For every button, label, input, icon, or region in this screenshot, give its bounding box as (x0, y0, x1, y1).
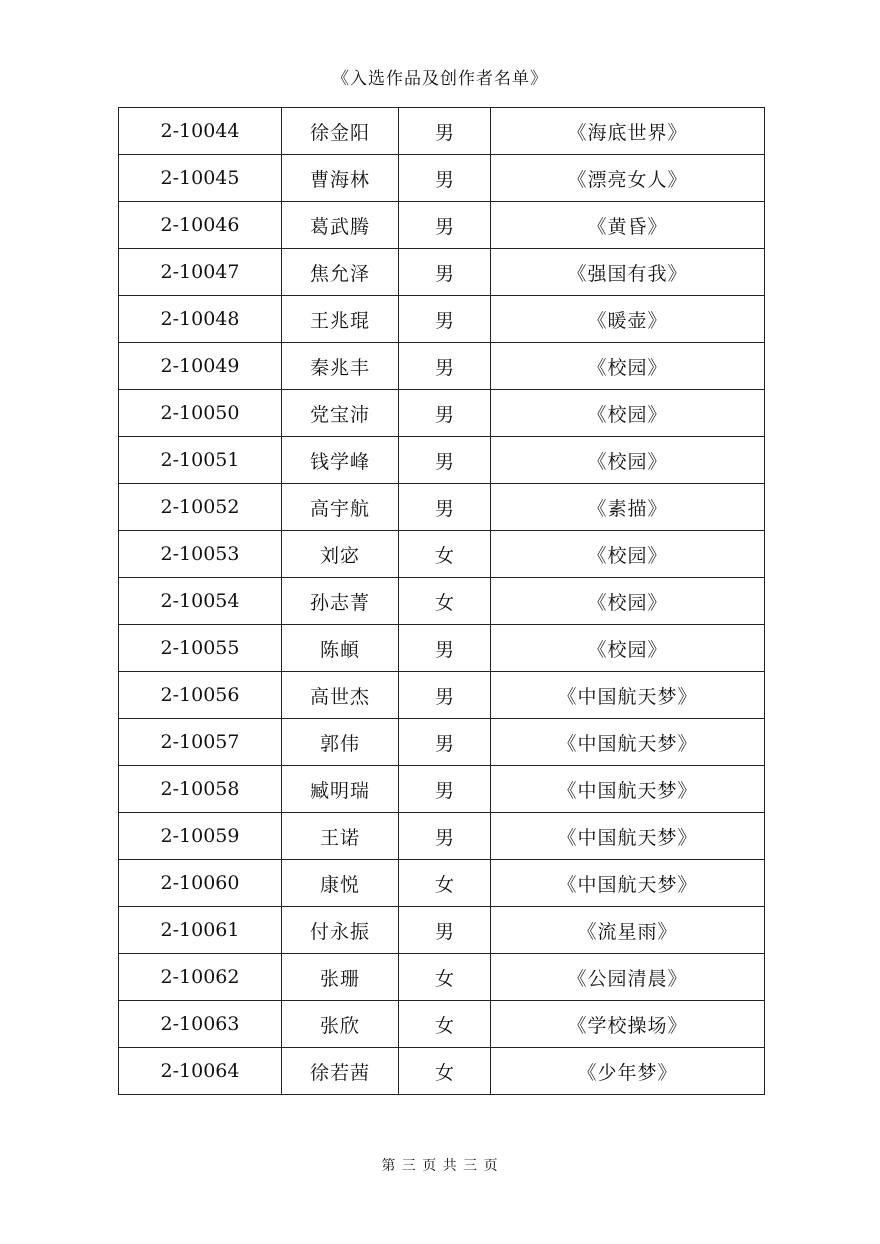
entry-id-cell: 2-10054 (119, 578, 282, 625)
creator-name-cell: 孙志菁 (282, 578, 399, 625)
gender-cell: 男 (399, 249, 491, 296)
creator-name-cell: 刘宓 (282, 531, 399, 578)
gender-cell: 女 (399, 531, 491, 578)
work-title-cell: 《中国航天梦》 (491, 766, 765, 813)
work-title-cell: 《校园》 (491, 343, 765, 390)
creator-name-cell: 曹海林 (282, 155, 399, 202)
gender-cell: 女 (399, 954, 491, 1001)
table-row (119, 578, 765, 625)
gender-cell: 女 (399, 1048, 491, 1095)
creator-name-cell: 高世杰 (282, 672, 399, 719)
work-title-cell: 《校园》 (491, 531, 765, 578)
gender-cell: 女 (399, 578, 491, 625)
table-row (119, 1048, 765, 1095)
table-row (119, 766, 765, 813)
roster-table-body (119, 108, 765, 1095)
table-row (119, 860, 765, 907)
entry-id-cell: 2-10062 (119, 954, 282, 1001)
gender-cell: 男 (399, 766, 491, 813)
gender-cell: 女 (399, 1001, 491, 1048)
work-title-cell: 《漂亮女人》 (491, 155, 765, 202)
page-title: 《入选作品及创作者名单》 (332, 69, 548, 89)
creator-name-cell: 臧明瑞 (282, 766, 399, 813)
creator-name-cell: 郭伟 (282, 719, 399, 766)
entry-id-cell: 2-10052 (119, 484, 282, 531)
work-title-cell: 《校园》 (491, 578, 765, 625)
creator-name-cell: 陈頔 (282, 625, 399, 672)
gender-cell: 男 (399, 719, 491, 766)
work-title-cell: 《素描》 (491, 484, 765, 531)
table-row (119, 296, 765, 343)
roster-table (118, 107, 765, 1095)
creator-name-cell: 张珊 (282, 954, 399, 1001)
table-row (119, 954, 765, 1001)
table-row (119, 719, 765, 766)
creator-name-cell: 康悦 (282, 860, 399, 907)
work-title-cell: 《少年梦》 (491, 1048, 765, 1095)
work-title-cell: 《强国有我》 (491, 249, 765, 296)
work-title-cell: 《黄昏》 (491, 202, 765, 249)
creator-name-cell: 秦兆丰 (282, 343, 399, 390)
gender-cell: 男 (399, 296, 491, 343)
table-row (119, 625, 765, 672)
work-title-cell: 《校园》 (491, 437, 765, 484)
entry-id-cell: 2-10053 (119, 531, 282, 578)
table-row (119, 343, 765, 390)
creator-name-cell: 王兆琨 (282, 296, 399, 343)
table-row (119, 484, 765, 531)
creator-name-cell: 徐若茜 (282, 1048, 399, 1095)
entry-id-cell: 2-10064 (119, 1048, 282, 1095)
gender-cell: 男 (399, 672, 491, 719)
entry-id-cell: 2-10056 (119, 672, 282, 719)
entry-id-cell: 2-10047 (119, 249, 282, 296)
entry-id-cell: 2-10060 (119, 860, 282, 907)
entry-id-cell: 2-10059 (119, 813, 282, 860)
gender-cell: 男 (399, 437, 491, 484)
entry-id-cell: 2-10057 (119, 719, 282, 766)
creator-name-cell: 焦允泽 (282, 249, 399, 296)
work-title-cell: 《流星雨》 (491, 907, 765, 954)
work-title-cell: 《海底世界》 (491, 108, 765, 155)
entry-id-cell: 2-10049 (119, 343, 282, 390)
table-row (119, 249, 765, 296)
work-title-cell: 《校园》 (491, 625, 765, 672)
table-row (119, 202, 765, 249)
entry-id-cell: 2-10048 (119, 296, 282, 343)
work-title-cell: 《暖壶》 (491, 296, 765, 343)
gender-cell: 男 (399, 625, 491, 672)
entry-id-cell: 2-10044 (119, 108, 282, 155)
table-row (119, 672, 765, 719)
gender-cell: 男 (399, 390, 491, 437)
creator-name-cell: 党宝沛 (282, 390, 399, 437)
work-title-cell: 《中国航天梦》 (491, 719, 765, 766)
entry-id-cell: 2-10058 (119, 766, 282, 813)
creator-name-cell: 王诺 (282, 813, 399, 860)
table-row (119, 531, 765, 578)
table-row (119, 907, 765, 954)
work-title-cell: 《学校操场》 (491, 1001, 765, 1048)
work-title-cell: 《中国航天梦》 (491, 672, 765, 719)
gender-cell: 男 (399, 813, 491, 860)
work-title-cell: 《中国航天梦》 (491, 860, 765, 907)
gender-cell: 男 (399, 155, 491, 202)
gender-cell: 男 (399, 907, 491, 954)
gender-cell: 男 (399, 484, 491, 531)
table-row (119, 1001, 765, 1048)
entry-id-cell: 2-10063 (119, 1001, 282, 1048)
creator-name-cell: 张欣 (282, 1001, 399, 1048)
table-row (119, 813, 765, 860)
entry-id-cell: 2-10055 (119, 625, 282, 672)
creator-name-cell: 高宇航 (282, 484, 399, 531)
gender-cell: 男 (399, 202, 491, 249)
gender-cell: 男 (399, 108, 491, 155)
work-title-cell: 《校园》 (491, 390, 765, 437)
page-number: 第 三 页 共 三 页 (381, 1158, 499, 1174)
table-row (119, 437, 765, 484)
creator-name-cell: 徐金阳 (282, 108, 399, 155)
work-title-cell: 《公园清晨》 (491, 954, 765, 1001)
gender-cell: 女 (399, 860, 491, 907)
entry-id-cell: 2-10045 (119, 155, 282, 202)
table-row (119, 108, 765, 155)
entry-id-cell: 2-10061 (119, 907, 282, 954)
table-row (119, 390, 765, 437)
creator-name-cell: 葛武腾 (282, 202, 399, 249)
entry-id-cell: 2-10051 (119, 437, 282, 484)
table-row (119, 155, 765, 202)
creator-name-cell: 付永振 (282, 907, 399, 954)
gender-cell: 男 (399, 343, 491, 390)
creator-name-cell: 钱学峰 (282, 437, 399, 484)
work-title-cell: 《中国航天梦》 (491, 813, 765, 860)
entry-id-cell: 2-10050 (119, 390, 282, 437)
entry-id-cell: 2-10046 (119, 202, 282, 249)
